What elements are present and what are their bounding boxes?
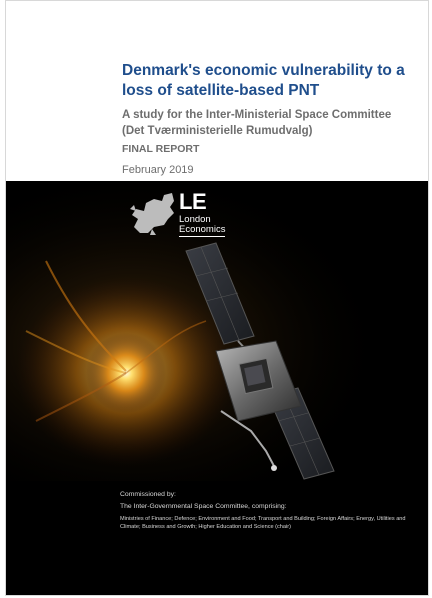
ministries-list: Ministries of Finance; Defence; Environment and Food; Transport and Building; Foreign Affairs; Energy, Utilities and Climate; Business and Growth; Higher Education and Science (chair)	[120, 516, 406, 530]
report-type: FINAL REPORT	[122, 143, 200, 155]
commissioned-by-label: Commissioned by:	[120, 491, 176, 498]
logo-name-line-2: Economics	[179, 224, 226, 235]
report-title: Denmark's economic vulnerability to a loss of satellite-based PNT	[122, 62, 405, 99]
logo-name-line-1: London	[179, 214, 211, 225]
logo-initials: LE	[179, 189, 207, 214]
logo-name	[179, 215, 249, 237]
cover-footer	[6, 481, 429, 596]
london-economics-logo	[124, 189, 244, 237]
report-subtitle	[122, 107, 422, 139]
committee-name: The Inter-Governmental Space Committee, comprising:	[120, 503, 287, 510]
report-cover-page	[5, 0, 429, 596]
subtitle-line-1: A study for the Inter-Ministerial Space Committee	[122, 109, 392, 121]
report-date: February 2019	[122, 164, 194, 176]
subtitle-line-2: (Det Tværministerielle Rumudvalg)	[122, 125, 313, 137]
cover-illustration	[6, 181, 429, 481]
